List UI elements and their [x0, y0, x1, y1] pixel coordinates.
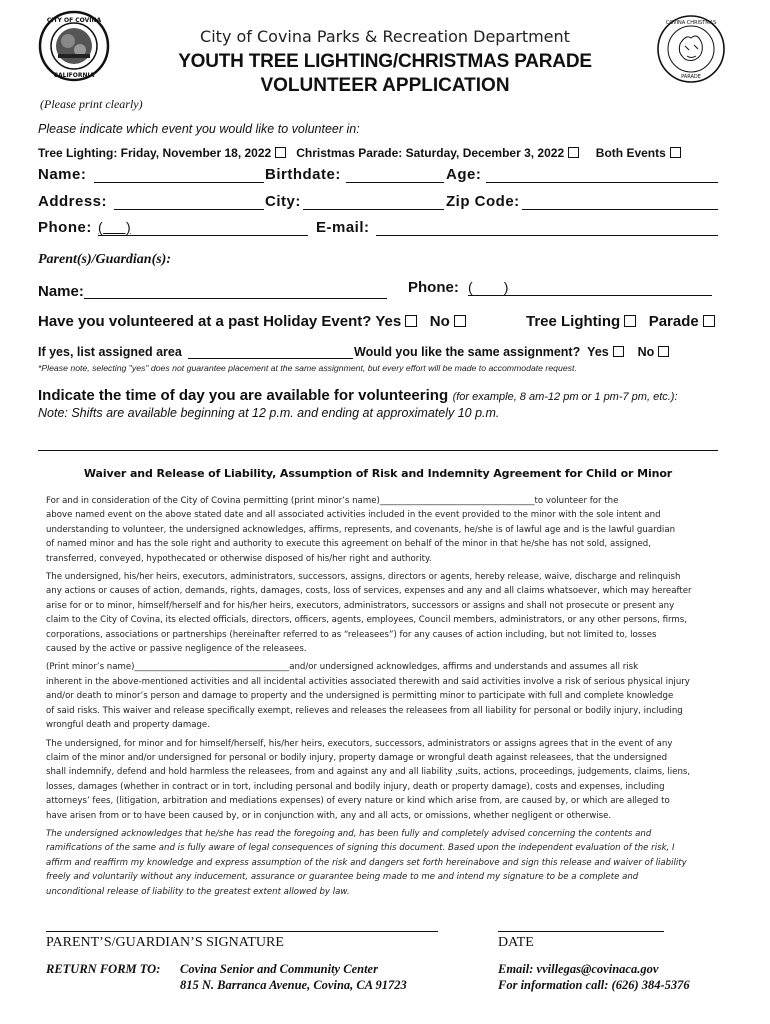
return-form-label: RETURN FORM TO:: [46, 962, 161, 976]
email-field[interactable]: [376, 235, 718, 236]
phone-area-code: ( ): [98, 219, 131, 235]
date-label: DATE: [498, 935, 534, 950]
waiver-line: any actions or causes of action, demands, rights, damages, costs, loss of services, expenses and any and all claims whatsoever, which may hereafter: [46, 586, 692, 597]
waiver-title: Waiver and Release of Liability, Assumption of Risk and Indemnity Agreement for Child or Minor: [83, 467, 673, 480]
birthdate-field[interactable]: [346, 182, 444, 183]
availability-field[interactable]: [38, 450, 718, 451]
address-field[interactable]: [114, 209, 264, 210]
name-label: Name:: [38, 166, 87, 183]
waiver-line: affirm and reaffirm my knowledge and express assumption of the risk and dangers set forth hereinabove and sign this release and waiver of liability: [46, 857, 687, 868]
signature-field[interactable]: [46, 931, 438, 932]
svg-text:CALIFORNIA: CALIFORNIA: [53, 72, 95, 79]
waiver-paragraph-risk: [46, 660, 726, 732]
both-events-checkbox[interactable]: [670, 147, 681, 158]
waiver-line: wrongful death and property damage.: [46, 720, 210, 731]
past-event-yes-checkbox[interactable]: [405, 315, 417, 327]
availability-heading: Indicate the time of day you are available for volunteering: [38, 387, 449, 404]
waiver-paragraph-release: [46, 570, 726, 656]
form-title-line1: YOUTH TREE LIGHTING/CHRISTMAS PARADE: [178, 51, 592, 72]
waiver-line: have arisen from or to have been caused by, or in conjunction with, any and all acts, or omissions, whether negligent or otherwise.: [46, 810, 612, 821]
guardian-name-label: Name:: [38, 283, 84, 300]
tree-lighting-checkbox[interactable]: [275, 147, 286, 158]
past-tree-lighting-label: Tree Lighting: [526, 313, 621, 330]
waiver-line: The undersigned acknowledges that he/she has read the foregoing and, has been fully and completely advised concerning the contents and: [46, 828, 652, 839]
waiver-line: claim of the minor and/or undersigned for personal or bodily injury, property damage or wrongful death against releasees, that the undersigned: [46, 752, 668, 763]
department-name: City of Covina Parks & Recreation Department: [200, 27, 570, 46]
return-address: 815 N. Barranca Avenue, Covina, CA 91723: [180, 978, 407, 992]
waiver-line: caused by the active or passive negligence of the releasees.: [46, 644, 307, 655]
city-label: City:: [265, 193, 301, 210]
waiver-line: understanding to volunteer, the undersigned acknowledges, affirms, represents, and covenants, he/she is of lawful age and is the lawful guardian: [46, 524, 676, 535]
zip-label: Zip Code:: [446, 193, 520, 210]
christmas-parade-seal: [656, 14, 726, 84]
past-event-question: Have you volunteered at a past Holiday Event?: [38, 313, 372, 330]
past-event-type-row: [526, 313, 715, 330]
both-events-option-label: Both Events: [595, 146, 666, 160]
same-assignment-row: [354, 345, 669, 359]
waiver-line: and/or death to minor’s person and damage to property and the undersigned is permitting minor to participate with full and complete knowledge: [46, 691, 674, 702]
email-label: E-mail:: [316, 219, 370, 236]
waiver-line: above named event on the above stated date and all associated activities included in the event provided to the minor with the sole intent and: [46, 510, 661, 521]
assigned-area-field[interactable]: [188, 358, 353, 359]
past-parade-checkbox[interactable]: [703, 315, 715, 327]
city-of-covina-seal: [38, 10, 110, 82]
city-field[interactable]: [303, 209, 444, 210]
guardians-heading: Parent(s)/Guardian(s):: [38, 252, 172, 267]
same-assignment-yes-label: Yes: [587, 345, 609, 359]
same-assignment-question: Would you like the same assignment?: [354, 345, 581, 359]
christmas-parade-checkbox[interactable]: [568, 147, 579, 158]
waiver-line: The undersigned, for minor and for himself/herself, his/her heirs, executors, successors, administrators or assigns agrees that in the event of any: [46, 738, 673, 749]
past-event-no-label: No: [429, 313, 450, 330]
waiver-line: attorneys’ fees, (litigation, arbitration and mediations expenses) of every nature or kind which arise from, are caused by, or which are alleged to: [46, 796, 670, 807]
event-options-row: [38, 146, 681, 160]
event-prompt: Please indicate which event you would like to volunteer in:: [38, 122, 360, 136]
assignment-note: *Please note, selecting "yes" does not guarantee placement at the same assignment, but every effort will be made to accommodate request.: [38, 363, 577, 373]
same-assignment-yes-checkbox[interactable]: [613, 346, 624, 357]
past-event-row: [38, 313, 466, 330]
svg-text:PARADE: PARADE: [681, 74, 701, 80]
waiver-line: The undersigned, his/her heirs, executors, administrators, successors, assigns, directors or agents, hereby release, waive, discharge and relinquish: [46, 572, 681, 583]
waiver-line: arise for or to minor, himself/herself and for his/her heirs, executors, administrators, successors or assigns and shall not prosecute or present any: [46, 600, 675, 611]
same-assignment-no-checkbox[interactable]: [658, 346, 669, 357]
guardian-phone-field[interactable]: [468, 295, 712, 296]
contact-email: Email: vvillegas@covinaca.gov: [498, 962, 659, 976]
past-event-no-checkbox[interactable]: [454, 315, 466, 327]
waiver-paragraph-indemnity: [46, 737, 726, 823]
waiver-line: of said risks. This waiver and release specifically exempt, relieves and releases the releasees from all liability for personal or bodily injury, including: [46, 705, 683, 716]
return-center-name: Covina Senior and Community Center: [180, 962, 378, 976]
name-field[interactable]: [94, 182, 264, 183]
waiver-line: losses, damages (whether in contract or in tort, including personal and bodily injury, death or property damage), costs and expenses, including: [46, 781, 665, 792]
waiver-line: ramifications of the same and is fully aware of legal consequences of signing this document. Based upon the independent evaluation of the risk, I: [46, 843, 675, 854]
zip-field[interactable]: [522, 209, 718, 210]
age-field[interactable]: [486, 182, 718, 183]
waiver-line: of named minor and has the sole right and authority to execute this agreement on behalf of the minor in that he/she has not sold, assigned,: [46, 539, 651, 550]
availability-example: (for example, 8 am-12 pm or 1 pm-7 pm, etc.):: [452, 391, 678, 403]
past-parade-label: Parade: [648, 313, 699, 330]
guardian-phone-area-code: ( ): [468, 279, 509, 295]
past-event-yes-label: Yes: [375, 313, 402, 330]
past-tree-lighting-checkbox[interactable]: [624, 315, 636, 327]
availability-heading-row: [38, 387, 678, 405]
availability-note: Note: Shifts are available beginning at 12 p.m. and ending at approximately 10 p.m.: [38, 406, 500, 420]
signature-label: PARENT’S/GUARDIAN’S SIGNATURE: [46, 935, 284, 950]
waiver-line: corporations, associations or partnerships (hereinafter referred to as “releasees”) for any causes of action including, but not limited to, losses: [46, 629, 657, 640]
contact-phone: For information call: (626) 384-5376: [498, 978, 690, 992]
guardian-phone-label: Phone:: [408, 279, 459, 296]
assigned-area-label: If yes, list assigned area: [38, 345, 182, 359]
address-label: Address:: [38, 193, 108, 210]
waiver-line: freely and voluntarily without any inducement, assurance or guarantee being made to me and intend my signature to be a complete and: [46, 872, 639, 883]
svg-text:CITY OF COVINA: CITY OF COVINA: [46, 17, 102, 24]
date-field[interactable]: [498, 931, 664, 932]
waiver-line: transferred, conveyed, hypothecated or otherwise disposed of his/her right and authority.: [46, 553, 432, 564]
waiver-line: shall indemnify, defend and hold harmless the releasees, from and against any and all liability ,suits, actions, proceedings, judgements, claims, liens,: [46, 767, 691, 778]
waiver-line: inherent in the above-mentioned activities and all incidental activities associated therewith and said activities involve a risk of serious physical injury: [46, 676, 690, 687]
waiver-body: [46, 494, 726, 899]
form-title-line2: VOLUNTEER APPLICATION: [260, 75, 510, 96]
waiver-line: (Print minor’s name)____________________________________and/or undersigned acknowledges, affirms and understands and assumes all risk: [46, 662, 639, 673]
waiver-line: unconditional release of liability to the greatest extent allowed by law.: [46, 886, 350, 897]
waiver-line: For and in consideration of the City of Covina permitting (print minor’s name)____________________________________to volunteer for the: [46, 496, 619, 506]
print-clearly-note: (Please print clearly): [40, 97, 143, 111]
waiver-paragraph-consideration: [46, 494, 726, 566]
same-assignment-no-label: No: [637, 345, 655, 359]
birthdate-label: Birthdate:: [265, 166, 341, 183]
tree-lighting-option-label: Tree Lighting: Friday, November 18, 2022: [38, 146, 272, 160]
guardian-name-field[interactable]: [84, 298, 387, 299]
waiver-line: claim to the City of Covina, its elected officials, directors, officers, agents, employees, Council members, administrators, or any other persons, firms,: [46, 615, 687, 626]
waiver-paragraph-acknowledgement: [46, 827, 726, 899]
phone-field[interactable]: [98, 235, 308, 236]
age-label: Age:: [446, 166, 482, 183]
christmas-parade-option-label: Christmas Parade: Saturday, December 3, 2022: [296, 146, 565, 160]
phone-label: Phone:: [38, 219, 92, 236]
svg-text:COVINA CHRISTMAS: COVINA CHRISTMAS: [665, 20, 717, 26]
